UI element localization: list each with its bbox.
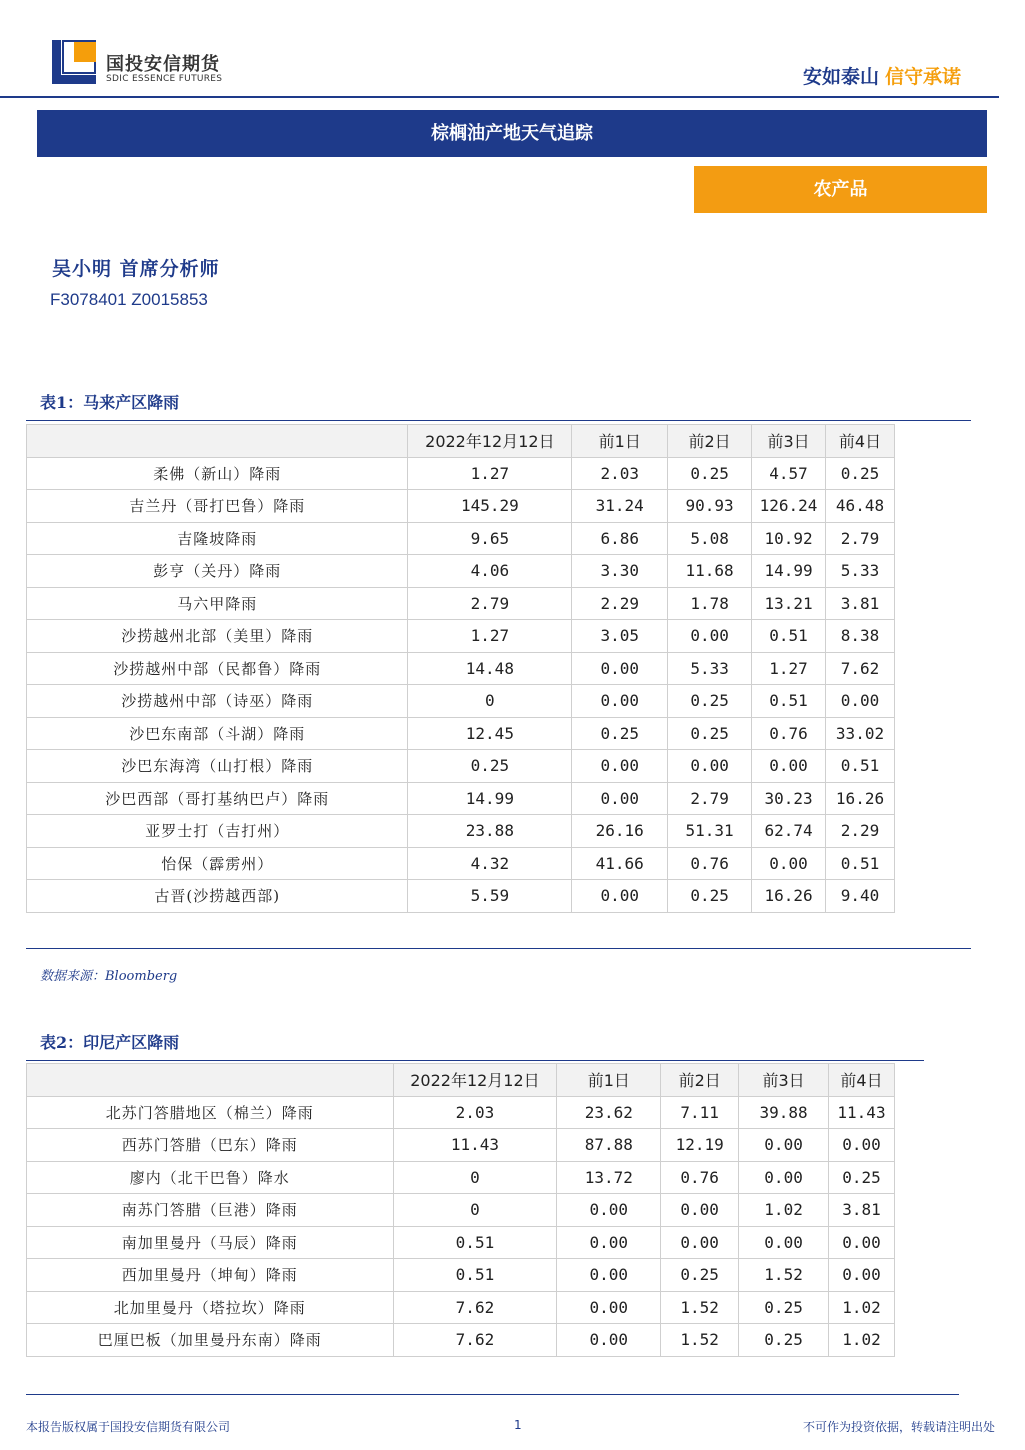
region-label-cell: 柔佛（新山）降雨	[27, 457, 408, 490]
rainfall-value-cell: 0.51	[826, 847, 895, 880]
rainfall-value-cell: 0.76	[668, 847, 752, 880]
analyst-name: 吴小明 首席分析师	[52, 258, 220, 280]
region-label-cell: 巴厘巴板（加里曼丹东南）降雨	[27, 1324, 394, 1357]
header-cell-region	[27, 425, 408, 458]
rainfall-value-cell: 0.00	[572, 880, 668, 913]
header-cell-date-5: 前4日	[826, 425, 895, 458]
region-label-cell: 沙捞越州北部（美里）降雨	[27, 620, 408, 653]
rainfall-value-cell: 46.48	[826, 490, 895, 523]
rainfall-value-cell: 12.45	[408, 717, 572, 750]
rainfall-value-cell: 23.62	[557, 1096, 661, 1129]
table-row	[27, 1324, 895, 1357]
table-row	[27, 717, 895, 750]
rainfall-value-cell: 3.81	[829, 1194, 895, 1227]
rainfall-value-cell: 0.25	[668, 717, 752, 750]
table-row	[27, 847, 895, 880]
report-title: 棕榈油产地天气追踪	[37, 110, 987, 157]
rainfall-value-cell: 7.62	[393, 1291, 557, 1324]
rainfall-value-cell: 0.00	[829, 1129, 895, 1162]
rainfall-value-cell: 7.62	[826, 652, 895, 685]
rainfall-value-cell: 0.51	[752, 620, 826, 653]
table-row	[27, 685, 895, 718]
footer-divider	[26, 1394, 959, 1395]
header-cell-date-1: 2022年12月12日	[393, 1064, 557, 1097]
rainfall-value-cell: 16.26	[826, 782, 895, 815]
region-label-cell: 北苏门答腊地区（棉兰）降雨	[27, 1096, 394, 1129]
rainfall-value-cell: 0.25	[668, 880, 752, 913]
region-label-cell: 西加里曼丹（坤甸）降雨	[27, 1259, 394, 1292]
rainfall-value-cell: 0.00	[661, 1226, 739, 1259]
rainfall-value-cell: 10.92	[752, 522, 826, 555]
table-header-row	[27, 1064, 895, 1097]
rainfall-value-cell: 39.88	[739, 1096, 829, 1129]
rainfall-value-cell: 1.52	[661, 1291, 739, 1324]
rainfall-value-cell: 33.02	[826, 717, 895, 750]
rainfall-value-cell: 2.79	[826, 522, 895, 555]
rainfall-value-cell: 7.62	[393, 1324, 557, 1357]
rainfall-value-cell: 0.00	[557, 1291, 661, 1324]
rainfall-value-cell: 4.06	[408, 555, 572, 588]
rainfall-value-cell: 0.00	[661, 1194, 739, 1227]
rainfall-value-cell: 41.66	[572, 847, 668, 880]
rainfall-value-cell: 0.00	[557, 1324, 661, 1357]
rainfall-value-cell: 0.00	[572, 750, 668, 783]
rainfall-value-cell: 0.00	[668, 620, 752, 653]
rainfall-value-cell: 62.74	[752, 815, 826, 848]
rainfall-value-cell: 0.51	[393, 1259, 557, 1292]
table-row	[27, 555, 895, 588]
rainfall-value-cell: 0.25	[739, 1291, 829, 1324]
header-cell-date-4: 前3日	[752, 425, 826, 458]
table-row	[27, 652, 895, 685]
rainfall-value-cell: 0	[393, 1194, 557, 1227]
region-label-cell: 沙捞越州中部（民都鲁）降雨	[27, 652, 408, 685]
table-row	[27, 522, 895, 555]
header-cell-date-4: 前3日	[739, 1064, 829, 1097]
region-label-cell: 北加里曼丹（塔拉坎）降雨	[27, 1291, 394, 1324]
rainfall-value-cell: 0.51	[393, 1226, 557, 1259]
rainfall-value-cell: 0.00	[739, 1129, 829, 1162]
region-label-cell: 沙捞越州中部（诗巫）降雨	[27, 685, 408, 718]
rainfall-value-cell: 1.27	[408, 457, 572, 490]
malaysia-rainfall-table	[26, 424, 895, 913]
rainfall-value-cell: 0.76	[752, 717, 826, 750]
rainfall-value-cell: 1.52	[661, 1324, 739, 1357]
rainfall-value-cell: 9.40	[826, 880, 895, 913]
rainfall-value-cell: 0.25	[668, 685, 752, 718]
table-row	[27, 815, 895, 848]
rainfall-value-cell: 1.78	[668, 587, 752, 620]
table-row	[27, 587, 895, 620]
rainfall-value-cell: 0.25	[572, 717, 668, 750]
table-row	[27, 490, 895, 523]
slogan	[803, 62, 961, 89]
rainfall-value-cell: 126.24	[752, 490, 826, 523]
rainfall-value-cell: 0.00	[557, 1259, 661, 1292]
rainfall-value-cell: 3.30	[572, 555, 668, 588]
header-cell-date-5: 前4日	[829, 1064, 895, 1097]
rainfall-value-cell: 0.00	[572, 782, 668, 815]
rainfall-value-cell: 14.99	[752, 555, 826, 588]
rainfall-value-cell: 11.68	[668, 555, 752, 588]
data-source: 数据来源：Bloomberg	[40, 969, 178, 984]
header-cell-date-3: 前2日	[661, 1064, 739, 1097]
rainfall-value-cell: 0.00	[572, 685, 668, 718]
rainfall-value-cell: 0.25	[739, 1324, 829, 1357]
rainfall-value-cell: 14.99	[408, 782, 572, 815]
rainfall-value-cell: 1.27	[752, 652, 826, 685]
table-row	[27, 782, 895, 815]
region-label-cell: 吉兰丹（哥打巴鲁）降雨	[27, 490, 408, 523]
rainfall-value-cell: 4.32	[408, 847, 572, 880]
rainfall-value-cell: 0	[393, 1161, 557, 1194]
rainfall-value-cell: 16.26	[752, 880, 826, 913]
header-cell-date-2: 前1日	[557, 1064, 661, 1097]
rainfall-value-cell: 0.00	[829, 1259, 895, 1292]
rainfall-value-cell: 2.79	[408, 587, 572, 620]
table-header-row	[27, 425, 895, 458]
rainfall-value-cell: 5.33	[826, 555, 895, 588]
rainfall-value-cell: 0.76	[661, 1161, 739, 1194]
region-label-cell: 西苏门答腊（巴东）降雨	[27, 1129, 394, 1162]
rainfall-value-cell: 0.00	[739, 1161, 829, 1194]
rainfall-value-cell: 4.57	[752, 457, 826, 490]
slogan-part-a: 安如泰山	[802, 66, 879, 88]
table-row	[27, 457, 895, 490]
rainfall-value-cell: 2.29	[826, 815, 895, 848]
rainfall-value-cell: 2.29	[572, 587, 668, 620]
rainfall-value-cell: 90.93	[668, 490, 752, 523]
table2-caption: 表2：印尼产区降雨	[40, 1033, 180, 1052]
rainfall-value-cell: 0.00	[557, 1194, 661, 1227]
rainfall-value-cell: 26.16	[572, 815, 668, 848]
rainfall-value-cell: 3.05	[572, 620, 668, 653]
table-row	[27, 1194, 895, 1227]
table-row	[27, 880, 895, 913]
rainfall-value-cell: 8.38	[826, 620, 895, 653]
rainfall-value-cell: 30.23	[752, 782, 826, 815]
rainfall-value-cell: 0.51	[752, 685, 826, 718]
rainfall-value-cell: 23.88	[408, 815, 572, 848]
region-label-cell: 沙巴西部（哥打基纳巴卢）降雨	[27, 782, 408, 815]
rainfall-value-cell: 13.21	[752, 587, 826, 620]
region-label-cell: 沙巴东海湾（山打根）降雨	[27, 750, 408, 783]
rainfall-value-cell: 51.31	[668, 815, 752, 848]
header-cell-date-2: 前1日	[572, 425, 668, 458]
table-row	[27, 1226, 895, 1259]
company-logo	[52, 40, 100, 86]
footer-copyright: 本报告版权属于国投安信期货有限公司	[26, 1420, 231, 1434]
rainfall-value-cell: 31.24	[572, 490, 668, 523]
region-label-cell: 沙巴东南部（斗湖）降雨	[27, 717, 408, 750]
rainfall-value-cell: 5.33	[668, 652, 752, 685]
category-badge: 农产品	[694, 166, 987, 213]
brand-name-en: SDIC ESSENCE FUTURES	[106, 74, 223, 84]
rainfall-value-cell: 3.81	[826, 587, 895, 620]
region-label-cell: 南加里曼丹（马辰）降雨	[27, 1226, 394, 1259]
rainfall-value-cell: 1.52	[739, 1259, 829, 1292]
rainfall-value-cell: 145.29	[408, 490, 572, 523]
rainfall-value-cell: 87.88	[557, 1129, 661, 1162]
rainfall-value-cell: 2.79	[668, 782, 752, 815]
rainfall-value-cell: 0	[408, 685, 572, 718]
table-row	[27, 750, 895, 783]
rainfall-value-cell: 1.02	[739, 1194, 829, 1227]
table1-caption: 表1：马来产区降雨	[40, 393, 180, 412]
region-label-cell: 彭亨（关丹）降雨	[27, 555, 408, 588]
rainfall-value-cell: 2.03	[393, 1096, 557, 1129]
table1-caption-rule	[26, 420, 971, 421]
region-label-cell: 南苏门答腊（巨港）降雨	[27, 1194, 394, 1227]
rainfall-value-cell: 0.25	[668, 457, 752, 490]
table-row	[27, 1096, 895, 1129]
rainfall-value-cell: 0.00	[826, 685, 895, 718]
rainfall-value-cell: 0.00	[752, 750, 826, 783]
rainfall-value-cell: 14.48	[408, 652, 572, 685]
table1-bottom-rule	[26, 948, 971, 949]
analyst-license: F3078401 Z0015853	[50, 290, 208, 309]
rainfall-value-cell: 0.25	[826, 457, 895, 490]
rainfall-value-cell: 1.02	[829, 1291, 895, 1324]
rainfall-value-cell: 0.00	[557, 1226, 661, 1259]
table-row	[27, 620, 895, 653]
table-row	[27, 1161, 895, 1194]
rainfall-value-cell: 1.27	[408, 620, 572, 653]
brand-name-cn: 国投安信期货	[106, 54, 220, 75]
region-label-cell: 马六甲降雨	[27, 587, 408, 620]
rainfall-value-cell: 7.11	[661, 1096, 739, 1129]
rainfall-value-cell: 13.72	[557, 1161, 661, 1194]
header-cell-date-3: 前2日	[668, 425, 752, 458]
rainfall-value-cell: 11.43	[393, 1129, 557, 1162]
table-row	[27, 1129, 895, 1162]
table-row	[27, 1259, 895, 1292]
table2-caption-rule	[26, 1060, 924, 1061]
region-label-cell: 古晋(沙捞越西部)	[27, 880, 408, 913]
slogan-part-b: 信守承诺	[884, 66, 961, 88]
region-label-cell: 吉隆坡降雨	[27, 522, 408, 555]
rainfall-value-cell: 0.00	[752, 847, 826, 880]
rainfall-value-cell: 0.25	[408, 750, 572, 783]
rainfall-value-cell: 11.43	[829, 1096, 895, 1129]
header-cell-date-1: 2022年12月12日	[408, 425, 572, 458]
rainfall-value-cell: 9.65	[408, 522, 572, 555]
region-label-cell: 亚罗士打（吉打州）	[27, 815, 408, 848]
rainfall-value-cell: 0.00	[572, 652, 668, 685]
region-label-cell: 怡保（霹雳州）	[27, 847, 408, 880]
region-label-cell: 廖内（北干巴鲁）降水	[27, 1161, 394, 1194]
rainfall-value-cell: 12.19	[661, 1129, 739, 1162]
header-cell-region	[27, 1064, 394, 1097]
rainfall-value-cell: 5.59	[408, 880, 572, 913]
rainfall-value-cell: 2.03	[572, 457, 668, 490]
page-number: 1	[514, 1418, 522, 1432]
indonesia-rainfall-table	[26, 1063, 895, 1357]
rainfall-value-cell: 6.86	[572, 522, 668, 555]
footer-disclaimer: 不可作为投资依据，转载请注明出处	[802, 1420, 995, 1434]
header-divider	[0, 96, 999, 98]
rainfall-value-cell: 0.00	[739, 1226, 829, 1259]
rainfall-value-cell: 0.51	[826, 750, 895, 783]
rainfall-value-cell: 0.25	[829, 1161, 895, 1194]
rainfall-value-cell: 0.00	[668, 750, 752, 783]
rainfall-value-cell: 0.00	[829, 1226, 895, 1259]
table-row	[27, 1291, 895, 1324]
rainfall-value-cell: 1.02	[829, 1324, 895, 1357]
rainfall-value-cell: 5.08	[668, 522, 752, 555]
rainfall-value-cell: 0.25	[661, 1259, 739, 1292]
